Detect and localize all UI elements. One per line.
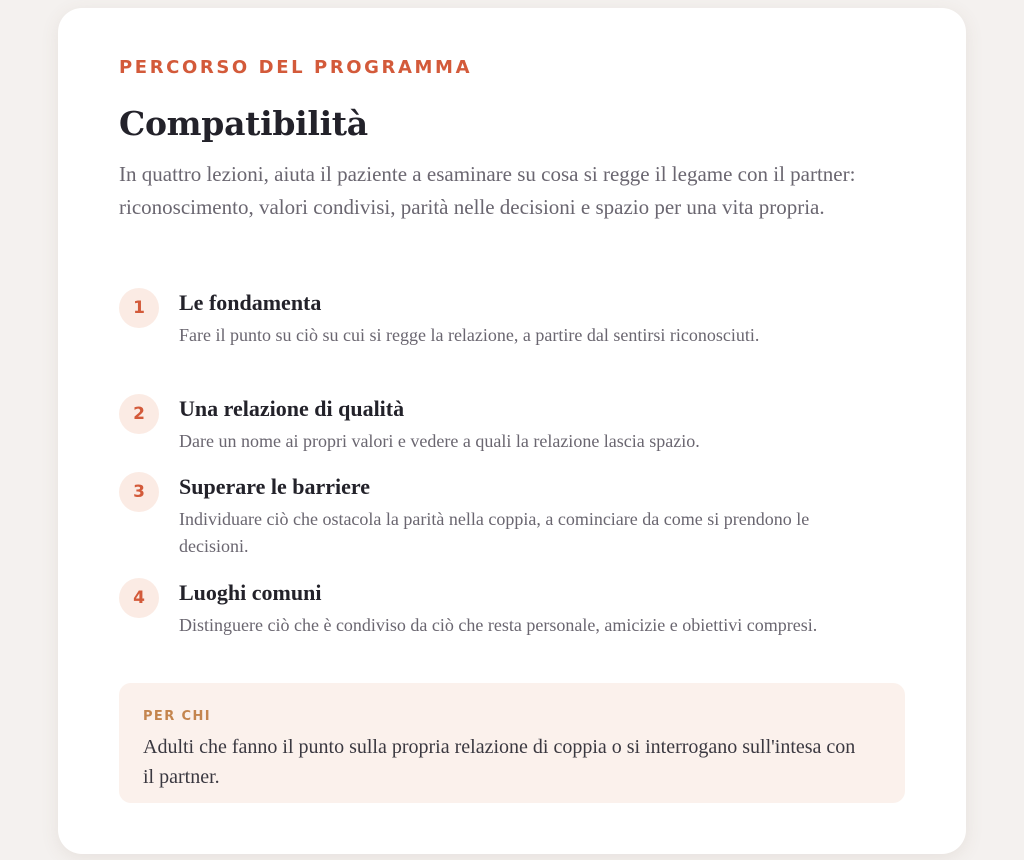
audience-box bbox=[119, 683, 905, 803]
lesson-title: Una relazione di qualità bbox=[179, 396, 405, 421]
audience-label: PER CHI bbox=[143, 709, 212, 724]
lesson-description: Dare un nome ai propri valori e vedere a quali la relazione lascia spazio. bbox=[179, 431, 700, 451]
step-number-badge: 1 bbox=[119, 288, 159, 328]
lesson-title: Le fondamenta bbox=[179, 290, 322, 315]
intro-paragraph: In quattro lezioni, aiuta il paziente a esaminare su cosa si regge il legame con il partner: riconoscimento, valori condivisi, parità nelle decisioni e spazio per una vita propria. bbox=[119, 162, 856, 219]
lesson-title: Superare le barriere bbox=[179, 474, 371, 499]
step-number-badge: 2 bbox=[119, 394, 159, 434]
page-title: Compatibilità bbox=[119, 104, 368, 143]
step-number-badge: 3 bbox=[119, 472, 159, 512]
program-card bbox=[58, 8, 966, 854]
lesson-description: Distinguere ciò che è condiviso da ciò che resta personale, amicizie e obiettivi compresi. bbox=[179, 615, 818, 635]
lesson-description: Fare il punto su ciò su cui si regge la relazione, a partire dal sentirsi riconosciuti. bbox=[179, 325, 760, 345]
audience-text: Adulti che fanno il punto sulla propria relazione di coppia o si interrogano sull'intesa con il partner. bbox=[143, 736, 856, 788]
lesson-title: Luoghi comuni bbox=[179, 580, 322, 605]
lesson-description: Individuare ciò che ostacola la parità nella coppia, a cominciare da come si prendono le decisioni. bbox=[179, 509, 810, 556]
section-eyebrow: PERCORSO DEL PROGRAMMA bbox=[119, 57, 473, 78]
step-number-badge: 4 bbox=[119, 578, 159, 618]
